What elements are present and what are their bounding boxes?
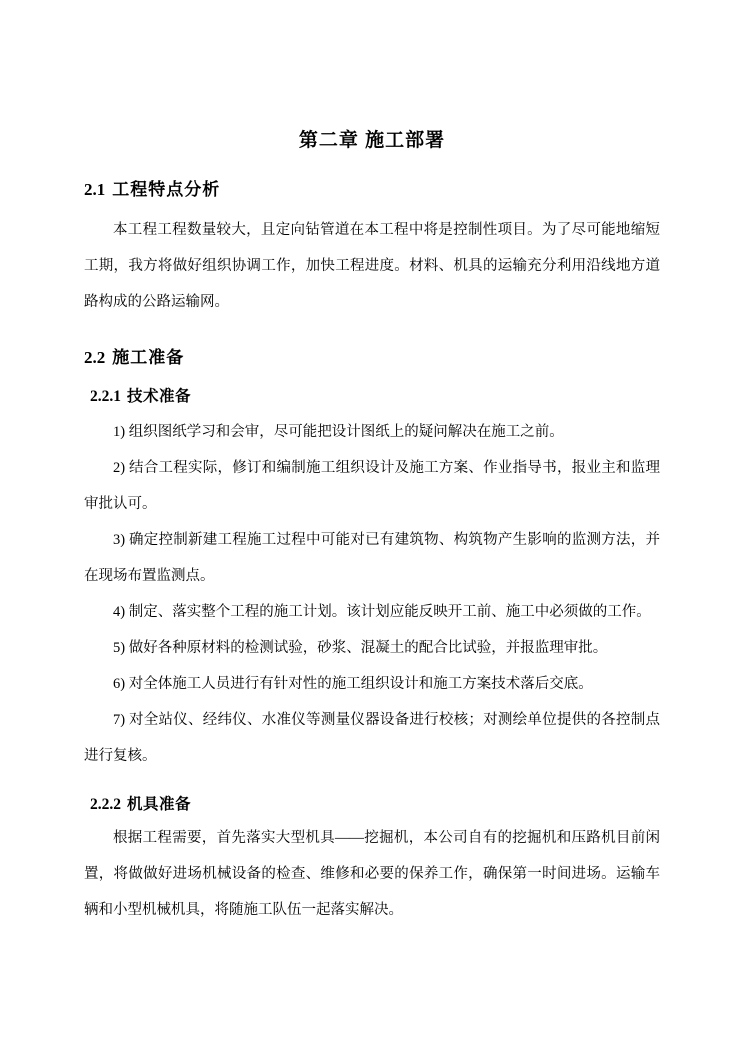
subsection-2-2-1-number: 2.2.1 xyxy=(90,388,121,405)
section-2-1-number: 2.1 xyxy=(84,180,106,199)
subsection-2-2-1-heading xyxy=(90,386,660,408)
subsection-2-2-2-heading xyxy=(90,794,660,816)
tech-prep-item-3: 3) 确定控制新建工程施工过程中可能对已有建筑物、构筑物产生影响的监测方法，并在现场布置监测点。 xyxy=(84,532,660,584)
tech-prep-item-5: 5) 做好各种原材料的检测试验，砂浆、混凝土的配合比试验，并报监理审批。 xyxy=(113,640,608,656)
subsection-2-2-2-label: 机具准备 xyxy=(127,796,192,813)
subsection-2-2-1-label: 技术准备 xyxy=(127,388,192,405)
section-2-2-heading xyxy=(84,346,660,370)
tech-prep-item-4: 4) 制定、落实整个工程的施工计划。该计划应能反映开工前、施工中必须做的工作。 xyxy=(113,604,651,620)
section-2-2-number: 2.2 xyxy=(84,348,106,367)
tech-prep-item-6: 6) 对全体施工人员进行有针对性的施工组织设计和施工方案技术落后交底。 xyxy=(113,676,593,692)
section-2-2-label: 施工准备 xyxy=(112,348,185,367)
section-2-1-label: 工程特点分析 xyxy=(112,180,221,199)
tech-prep-item-7: 7) 对全站仪、经纬仪、水准仪等测量仪器设备进行校核；对测绘单位提供的各控制点进行复核。 xyxy=(84,712,660,764)
subsection-2-2-2-number: 2.2.2 xyxy=(90,796,121,813)
section-2-1-paragraph: 本工程工程数量较大，且定向钻管道在本工程中将是控制性项目。为了尽可能地缩短工期，我方将做好组织协调工作，加快工程进度。材料、机具的运输充分利用沿线地方道路构成的公路运输网。 xyxy=(84,222,660,310)
tech-prep-item-1: 1) 组织图纸学习和会审，尽可能把设计图纸上的疑问解决在施工之前。 xyxy=(113,424,564,440)
tech-prep-item-2: 2) 结合工程实际，修订和编制施工组织设计及施工方案、作业指导书，报业主和监理审批认可。 xyxy=(84,460,660,512)
tech-prep-list xyxy=(84,414,660,774)
section-2-1-heading xyxy=(84,178,660,202)
chapter-title: 第二章 施工部署 xyxy=(298,130,446,151)
equipment-prep-paragraph: 根据工程需要，首先落实大型机具——挖掘机，本公司自有的挖掘机和压路机目前闲置，将做做好进场机械设备的检查、维修和必要的保养工作，确保第一时间进场。运输车辆和小型机械机具，将随施工队伍一起落实解决。 xyxy=(84,830,660,918)
